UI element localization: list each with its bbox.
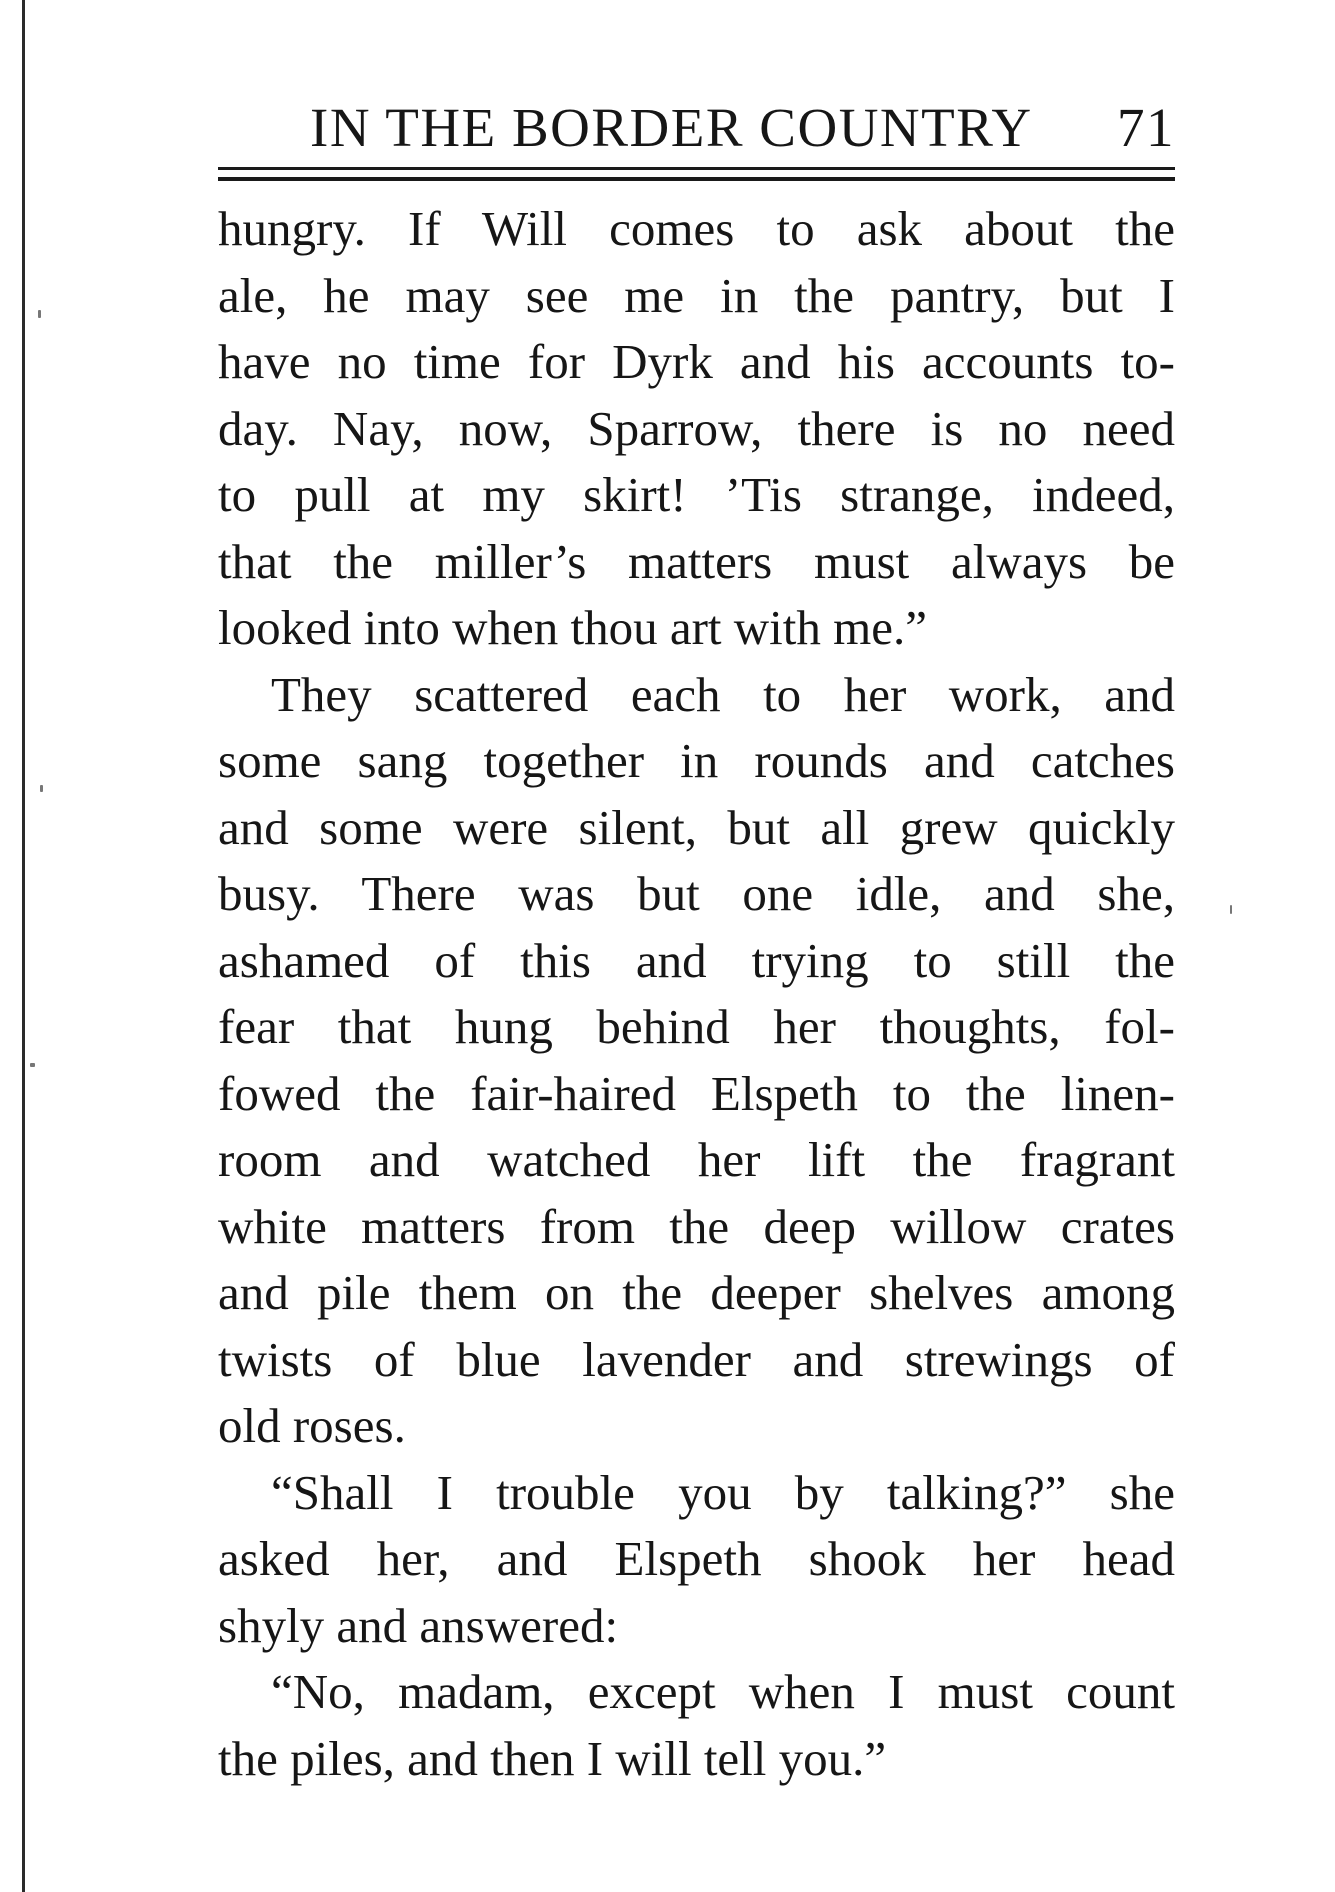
text-line: white matters from the deep willow crates	[218, 1198, 1175, 1254]
text-line: fowed the fair-haired Elspeth to the linen-	[218, 1065, 1175, 1121]
text-line: “No, madam, except when I must count	[271, 1664, 1175, 1719]
text-line: busy. There was but one idle, and she,	[218, 866, 1175, 921]
text-line: twists of blue lavender and strewings of	[218, 1331, 1175, 1387]
text-line: fear that hung behind her thoughts, fol-	[218, 999, 1175, 1054]
running-header	[300, 88, 1175, 168]
page-number: 71	[1117, 97, 1175, 158]
header-rule-thick	[218, 177, 1175, 181]
text-line: ale, he may see me in the pantry, but I	[218, 267, 1175, 323]
text-line: looked into when thou art with me.”	[218, 600, 927, 655]
text-line: the piles, and then I will tell you.”	[218, 1730, 887, 1786]
text-line: “Shall I trouble you by talking?” she	[271, 1464, 1175, 1520]
text-line: and some were silent, but all grew quickly	[218, 799, 1175, 855]
running-title: IN THE BORDER COUNTRY	[310, 97, 1033, 158]
text-line: day. Nay, now, Sparrow, there is no need	[218, 400, 1175, 456]
text-line: asked her, and Elspeth shook her head	[218, 1531, 1175, 1586]
text-line: some sang together in rounds and catches	[218, 733, 1175, 788]
text-line: and pile them on the deeper shelves among	[218, 1265, 1175, 1320]
text-line: They scattered each to her work, and	[271, 666, 1175, 722]
paragraph	[218, 1659, 1175, 1792]
text-line: to pull at my skirt! ’Tis strange, indeed,	[218, 467, 1175, 522]
paragraph	[218, 1460, 1175, 1660]
text-line: hungry. If Will comes to ask about the	[218, 201, 1175, 256]
header-rule-thin	[218, 167, 1175, 170]
text-line: room and watched her lift the fragrant	[218, 1132, 1175, 1187]
paragraph	[218, 196, 1175, 662]
scan-speck	[30, 1063, 35, 1067]
text-line: that the miller’s matters must always be	[218, 533, 1175, 589]
scan-speck	[40, 785, 43, 792]
text-line: old roses.	[218, 1398, 406, 1453]
scan-page-edge	[22, 0, 25, 1892]
text-line: have no time for Dyrk and his accounts to-	[218, 334, 1175, 389]
paragraph	[218, 662, 1175, 1460]
body-text	[218, 196, 1175, 1792]
text-line: shyly and answered:	[218, 1597, 619, 1653]
scan-speck	[1230, 905, 1232, 914]
text-line: ashamed of this and trying to still the	[218, 932, 1175, 988]
scan-speck	[38, 310, 41, 318]
